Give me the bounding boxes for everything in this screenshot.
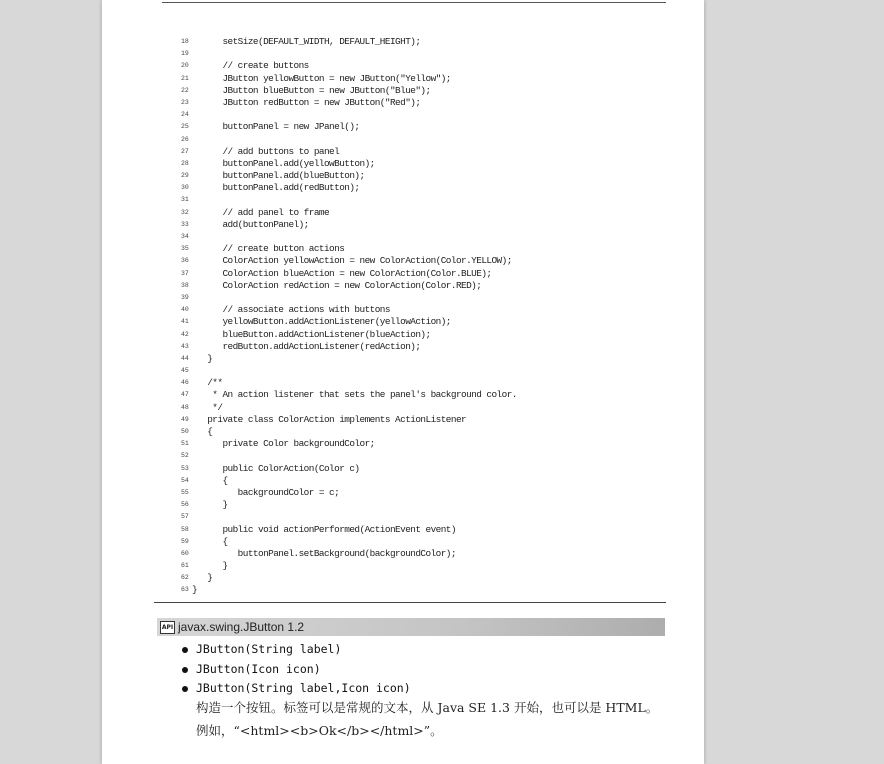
- line-number: 44: [181, 354, 189, 362]
- line-number: 38: [181, 281, 189, 289]
- api-icon: API: [160, 621, 175, 634]
- code-text: }: [192, 560, 228, 572]
- code-text: {: [192, 426, 213, 437]
- line-number: 30: [181, 184, 189, 192]
- code-text: }: [192, 499, 228, 511]
- code-line: [102, 414, 704, 426]
- line-number: 24: [181, 111, 189, 119]
- code-line: [102, 170, 704, 182]
- bullet-icon: [182, 686, 188, 692]
- method-item: [182, 640, 411, 660]
- method-signature: JButton(String label,Icon icon): [196, 681, 411, 695]
- code-text: blueButton.addActionListener(blueAction);: [192, 328, 431, 340]
- code-line: [102, 219, 704, 231]
- code-line: [102, 158, 704, 170]
- api-header-bar: [157, 618, 665, 636]
- code-text: buttonPanel.add(redButton);: [192, 182, 360, 194]
- code-text: */: [192, 401, 223, 413]
- code-line: [102, 511, 704, 523]
- code-text: ColorAction blueAction = new ColorAction(Color.BLUE);: [192, 267, 492, 279]
- line-number: 25: [181, 123, 189, 131]
- code-text: // add buttons to panel: [192, 145, 340, 157]
- code-text: buttonPanel.add(yellowButton);: [192, 157, 375, 169]
- code-line: [102, 207, 704, 219]
- code-line: [102, 60, 704, 72]
- line-number: 40: [181, 306, 189, 314]
- code-text: // create buttons: [192, 60, 309, 72]
- code-text: redButton.addActionListener(redAction);: [192, 340, 421, 352]
- code-line: [102, 353, 704, 365]
- code-text: {: [192, 474, 228, 486]
- code-line: [102, 487, 704, 499]
- line-number: 58: [181, 525, 189, 533]
- line-number: 19: [181, 50, 189, 58]
- line-number: 48: [181, 403, 189, 411]
- line-number: 62: [181, 574, 189, 582]
- line-number: 42: [181, 330, 189, 338]
- code-line: [102, 109, 704, 121]
- line-number: 22: [181, 86, 189, 94]
- code-text: backgroundColor = c;: [192, 486, 340, 498]
- code-text: // create button actions: [192, 243, 345, 255]
- code-text: private class ColorAction implements ActionListener: [192, 413, 467, 425]
- code-line: [102, 450, 704, 462]
- line-number: 26: [181, 135, 189, 143]
- code-text: // add panel to frame: [192, 206, 330, 218]
- code-line: [102, 377, 704, 389]
- line-number: 47: [181, 391, 189, 399]
- line-number: 46: [181, 379, 189, 387]
- bullet-icon: [182, 667, 188, 673]
- code-line: [102, 584, 704, 596]
- line-number: 23: [181, 98, 189, 106]
- code-line: [102, 121, 704, 133]
- code-line: [102, 36, 704, 48]
- code-line: [102, 524, 704, 536]
- line-number: 54: [181, 476, 189, 484]
- line-number: 57: [181, 513, 189, 521]
- code-line: [102, 73, 704, 85]
- line-number: 49: [181, 415, 189, 423]
- code-listing: [102, 36, 704, 597]
- book-page: [102, 0, 704, 764]
- method-item: [182, 660, 411, 680]
- code-line: [102, 316, 704, 328]
- code-line: [102, 402, 704, 414]
- code-text: buttonPanel.add(blueButton);: [192, 170, 365, 182]
- code-line: [102, 329, 704, 341]
- code-text: }: [192, 352, 213, 364]
- line-number: 53: [181, 464, 189, 472]
- code-line: [102, 341, 704, 353]
- method-signature: JButton(String label): [196, 642, 342, 656]
- line-number: 34: [181, 233, 189, 240]
- line-number: 32: [181, 208, 189, 216]
- line-number: 52: [181, 452, 189, 460]
- line-number: 18: [181, 38, 189, 45]
- code-text: ColorAction yellowAction = new ColorAction(Color.YELLOW);: [192, 255, 512, 267]
- code-text: JButton redButton = new JButton("Red");: [192, 96, 421, 108]
- code-text: // associate actions with buttons: [192, 304, 390, 316]
- code-line: [102, 243, 704, 255]
- line-number: 33: [181, 220, 189, 228]
- line-number: 37: [181, 269, 189, 277]
- code-line: [102, 438, 704, 450]
- api-title: javax.swing.JButton 1.2: [178, 620, 305, 634]
- method-description: 构造一个按钮。标签可以是常规的文本，从 Java SE 1.3 开始，也可以是 HTML。例如，“<html><b>Ok</b></html>”。: [196, 700, 659, 738]
- code-line: [102, 146, 704, 158]
- code-line: [102, 365, 704, 377]
- code-text: private Color backgroundColor;: [192, 438, 375, 450]
- line-number: 63: [181, 586, 189, 594]
- code-line: [102, 304, 704, 316]
- top-rule: [162, 2, 666, 3]
- line-number: 55: [181, 488, 189, 496]
- code-line: [102, 280, 704, 292]
- code-line: [102, 426, 704, 438]
- code-text: }: [192, 572, 213, 584]
- line-number: 50: [181, 428, 189, 435]
- line-number: 36: [181, 257, 189, 265]
- code-text: buttonPanel = new JPanel();: [192, 121, 360, 133]
- line-number: 35: [181, 245, 189, 253]
- code-line: [102, 134, 704, 146]
- code-text: public void actionPerformed(ActionEvent event): [192, 523, 456, 535]
- code-text: add(buttonPanel);: [192, 218, 309, 230]
- line-number: 39: [181, 293, 189, 301]
- code-line: [102, 194, 704, 206]
- code-text: buttonPanel.setBackground(backgroundColor);: [192, 547, 456, 559]
- code-line: [102, 182, 704, 194]
- code-line: [102, 292, 704, 304]
- code-text: public ColorAction(Color c): [192, 462, 360, 474]
- method-signature: JButton(Icon icon): [196, 661, 321, 676]
- code-line: [102, 231, 704, 243]
- code-text: }: [192, 584, 198, 596]
- code-line: [102, 85, 704, 97]
- code-line: [102, 499, 704, 511]
- code-line: [102, 475, 704, 487]
- code-line: [102, 560, 704, 572]
- code-line: [102, 268, 704, 280]
- line-number: 61: [181, 562, 189, 570]
- line-number: 56: [181, 501, 189, 509]
- line-number: 21: [181, 74, 189, 82]
- line-number: 43: [181, 342, 189, 350]
- code-line: [102, 97, 704, 109]
- code-text: JButton blueButton = new JButton("Blue");: [192, 84, 431, 96]
- line-number: 51: [181, 440, 189, 448]
- line-number: 20: [181, 62, 189, 70]
- line-number: 31: [181, 196, 189, 204]
- line-number: 29: [181, 172, 189, 180]
- section-divider: [154, 602, 666, 603]
- code-line: [102, 255, 704, 267]
- code-line: [102, 463, 704, 475]
- code-text: {: [192, 535, 228, 547]
- code-text: /**: [192, 377, 223, 389]
- code-line: [102, 389, 704, 401]
- method-list: [182, 640, 411, 699]
- bullet-icon: [182, 647, 188, 653]
- code-text: JButton yellowButton = new JButton("Yellow");: [192, 72, 451, 84]
- code-line: [102, 548, 704, 560]
- line-number: 41: [181, 318, 189, 326]
- line-number: 60: [181, 549, 189, 557]
- code-text: ColorAction redAction = new ColorAction(Color.RED);: [192, 279, 482, 291]
- code-text: * An action listener that sets the panel's background color.: [192, 389, 517, 401]
- code-line: [102, 536, 704, 548]
- line-number: 59: [181, 537, 189, 545]
- line-number: 27: [181, 147, 189, 155]
- code-line: [102, 572, 704, 584]
- code-text: setSize(DEFAULT_WIDTH, DEFAULT_HEIGHT);: [192, 36, 421, 47]
- code-line: [102, 48, 704, 60]
- line-number: 45: [181, 367, 189, 375]
- code-text: yellowButton.addActionListener(yellowAction);: [192, 316, 451, 328]
- line-number: 28: [181, 159, 189, 167]
